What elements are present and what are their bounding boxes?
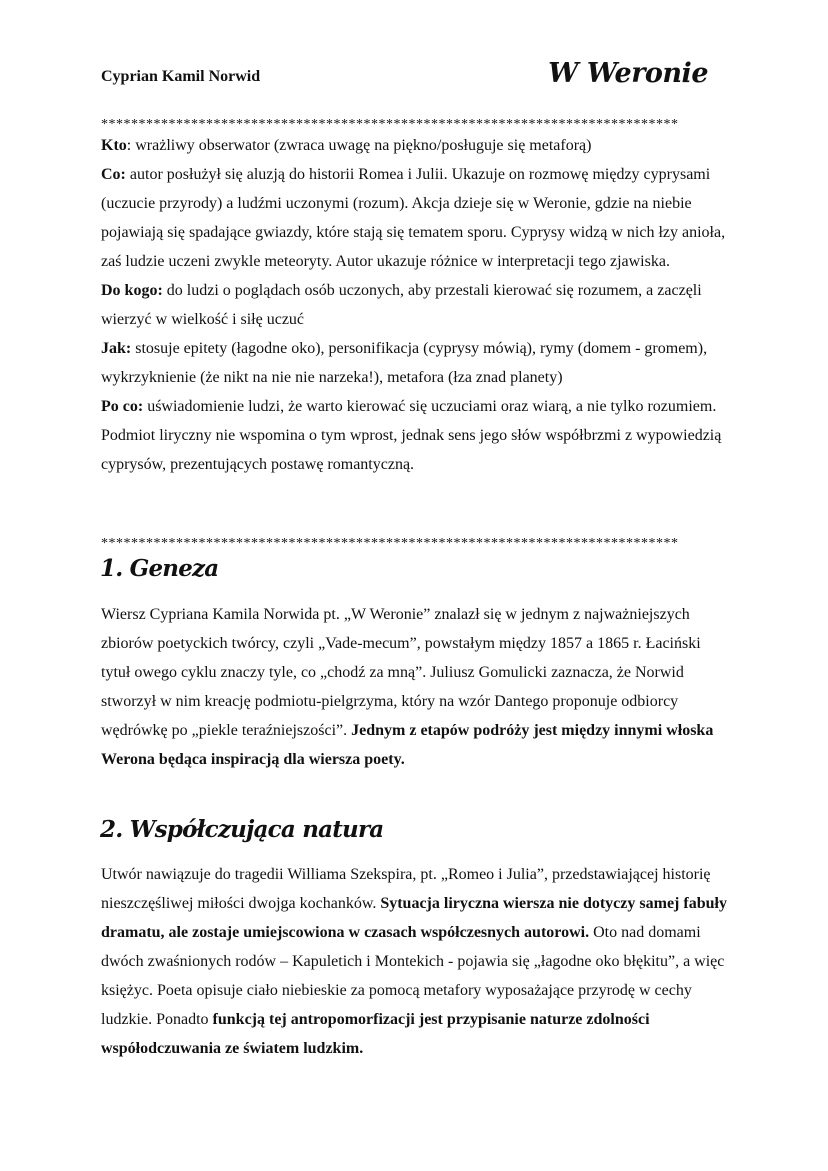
natura-text-2: Oto nad domami dwóch zwaśnionych rodów – Kapuletich i Montekich - pojawia się „łagodne oko błękitu”, a więc księżyc. Poeta opisuje ciało niebieskie za pomocą metafory wyposażające przyrodę w cechy ludzkie. Ponadto [101,924,725,1028]
geneza-text-bold: Jednym z etapów podróży jest między innymi włoska Werona będąca inspiracją dla wiersza poety. [101,722,714,768]
section-heading-natura: 2. Współczująca natura [100,816,384,843]
section-natura-paragraph [101,860,733,1063]
summary-block [101,131,733,479]
geneza-text: Wiersz Cypriana Kamila Norwida pt. „W Weronie” znalazł się w jednym z najważniejszych zbiorów poetyckich twórcy, czyli „Vade-mecum”, powstałym między 1857 a 1865 r. Łaciński tytuł owego cyklu znaczy tyle, co „chodź za mną”. Juliusz Gomulicki zaznacza, że Norwid stworzył w nim kreację podmiotu-pielgrzyma, który na wzór Dantego proponuje odbiorcy wędrówkę po „piekle teraźniejszości”. [101,606,701,739]
po-co-label: Po co: [101,398,144,415]
co-label: Co: [101,166,126,183]
summary-kto [101,131,733,160]
summary-po-co [101,392,733,479]
natura-text-1: Utwór nawiązuje do tragedii Williama Szekspira, pt. „Romeo i Julia”, przedstawiającej historię nieszczęśliwej miłości dwojga kochanków. [101,866,711,912]
section-geneza-paragraph [101,600,733,774]
jak-label: Jak: [101,340,132,357]
section-heading-geneza: 1. Geneza [100,555,219,582]
summary-jak [101,334,733,392]
kto-text: : wrażliwy obserwator (zwraca uwagę na piękno/posługuje się metaforą) [126,137,592,154]
kto-label: Kto [101,137,127,154]
do-kogo-label: Do kogo: [101,282,163,299]
summary-do-kogo [101,276,733,334]
co-text: autor posłużył się aluzją do historii Romea i Julii. Ukazuje on rozmowę między cyprysami (uczucie przyrody) a ludźmi uczonymi (rozum). Akcja dzieje się w Weronie, gdzie na niebie pojawiają się spadające gwiazdy, które stają się tematem sporu. Cyprysy widzą w nich łzy anioła, zaś ludzie uczeni zwykle meteoryty. Autor ukazuje różnice w interpretacji tego zjawiska. [101,166,726,270]
poem-title: W Weronie [548,58,708,89]
separator-bottom: ***************************************************************************** [101,537,679,551]
natura-text-bold-1: Sytuacja liryczna wiersza nie dotyczy samej fabuły dramatu, ale zostaje umiejscowiona w czasach współczesnych autorowi. [101,895,727,941]
do-kogo-text: do ludzi o poglądach osób uczonych, aby przestali kierować się rozumem, a zaczęli wierzyć w wielkość i siłę uczuć [101,282,702,328]
summary-co [101,160,733,276]
author-name: Cyprian Kamil Norwid [101,68,261,85]
separator-top: ***************************************************************************** [101,118,679,132]
natura-text-bold-2: funkcją tej antropomorfizacji jest przypisanie naturze zdolności współodczuwania ze światem ludzkim. [101,1011,650,1057]
jak-text: stosuje epitety (łagodne oko), personifikacja (cyprysy mówią), rymy (domem - gromem), wykrzyknienie (że nikt na nie nie narzeka!), metafora (łza znad planety) [101,340,708,386]
po-co-text: uświadomienie ludzi, że warto kierować się uczuciami oraz wiarą, a nie tylko rozumiem. Podmiot liryczny nie wspomina o tym wprost, jednak sens jego słów współbrzmi z wypowiedzią cyprysów, prezentujących postawę romantyczną. [101,398,722,473]
